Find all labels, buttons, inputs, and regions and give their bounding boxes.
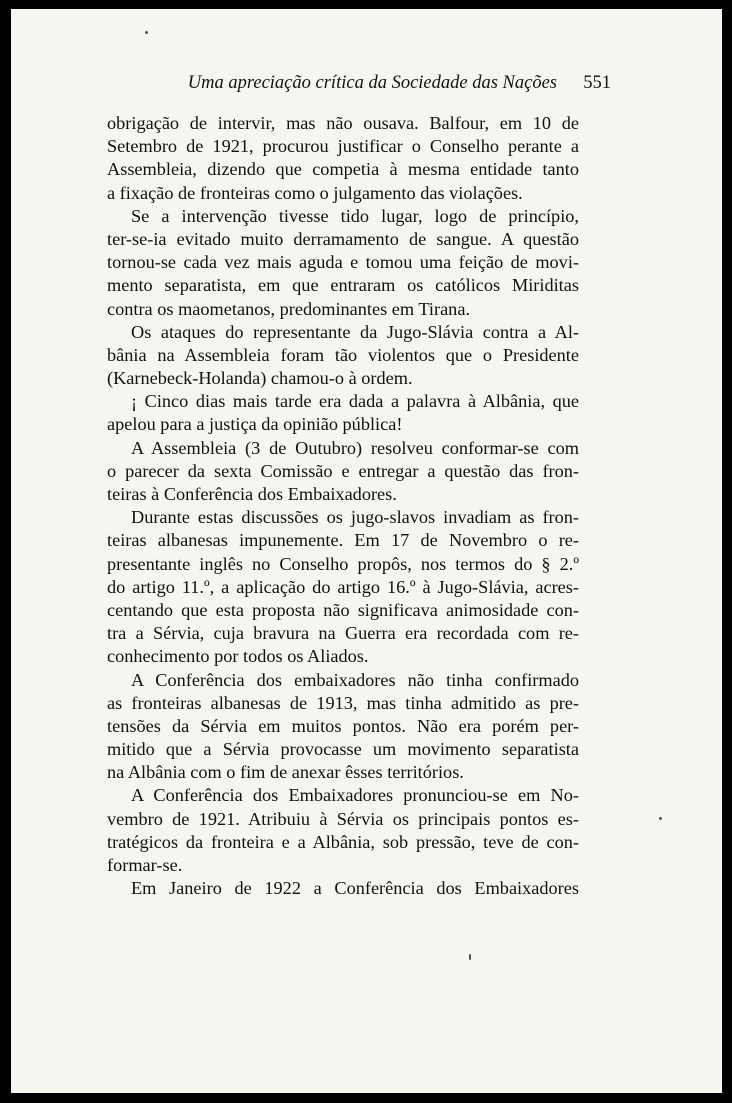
text-line: teiras albanesas impunemente. Em 17 de Novembro o re-: [107, 530, 579, 551]
text-line: vembro de 1921. Atribuiu à Sérvia os principais pontos es-: [107, 808, 579, 829]
text-line: tornou-se cada vez mais aguda e tomou uma feição de movi-: [107, 252, 579, 273]
text-line: tensões da Sérvia em muitos pontos. Não era porém per-: [107, 715, 579, 736]
paragraph-start-line: A Conferência dos Embaixadores pronunciou-se em No-: [131, 785, 579, 806]
text-line: bânia na Assembleia foram tão violentos que o Presidente: [107, 344, 579, 365]
text-line: o parecer da sexta Comissão e entregar a questão das fron-: [107, 460, 579, 481]
text-line: tratégicos da fronteira e a Albânia, sob pressão, teve de con-: [107, 831, 579, 852]
paper-speck: [469, 954, 471, 960]
text-line: ter-se-ia evitado muito derramamento de sangue. A questão: [107, 228, 579, 249]
text-line: Assembleia, dizendo que competia à mesma entidade tanto: [107, 159, 579, 180]
paragraph-start-line: ¡ Cinco dias mais tarde era dada a palavra à Albânia, que: [131, 391, 579, 412]
text-line: a fixação de fronteiras como o julgamento das violações.: [107, 182, 523, 203]
text-line: as fronteiras albanesas de 1913, mas tinha admitido as pre-: [107, 692, 579, 713]
paragraph-start-line: Os ataques do representante da Jugo-Slávia contra a Al-: [131, 321, 579, 342]
text-line: teiras à Conferência dos Embaixadores.: [107, 484, 397, 504]
text-line: na Albânia com o fim de anexar êsses territórios.: [107, 762, 464, 783]
running-title: Uma apreciação crítica da Sociedade das Nações: [187, 73, 557, 93]
text-line: mento separatista, em que entraram os católicos Miriditas: [107, 275, 579, 296]
text-line: (Karnebeck-Holanda) chamou-o à ordem.: [107, 368, 413, 389]
text-line: tra a Sérvia, cuja bravura na Guerra era recordada com re-: [107, 623, 579, 644]
paper-speck: [659, 817, 662, 820]
text-line: do artigo 11.º, a aplicação do artigo 16.º à Jugo-Slávia, acres-: [107, 576, 579, 597]
text-line: conhecimento por todos os Aliados.: [107, 646, 369, 667]
paragraph-start-line: Em Janeiro de 1922 a Conferência dos Embaixadores: [131, 878, 579, 899]
paragraph-start-line: Se a intervenção tivesse tido lugar, logo de princípio,: [131, 205, 579, 226]
body-text: [107, 112, 579, 900]
text-line: apelou para a justiça da opinião pública!: [107, 414, 403, 435]
text-line: centando que esta proposta não significava animosidade con-: [107, 599, 579, 620]
text-line: formar-se.: [107, 855, 183, 875]
text-line: mitido que a Sérvia provocasse um movimento separatista: [107, 739, 579, 760]
text-line: obrigação de intervir, mas não ousava. Balfour, em 10 de: [107, 113, 579, 133]
paragraph-start-line: A Conferência dos embaixadores não tinha confirmado: [131, 669, 579, 690]
text-line: contra os maometanos, predominantes em Tirana.: [107, 298, 471, 319]
running-head: [11, 73, 611, 99]
paragraph-start-line: A Assembleia (3 de Outubro) resolveu conformar-se com: [131, 437, 579, 458]
page-number: 551: [583, 73, 611, 93]
page: [11, 9, 722, 1093]
paragraph-start-line: Durante estas discussões os jugo-slavos invadiam as fron-: [131, 507, 579, 528]
paper-speck: [145, 31, 148, 34]
text-line: Setembro de 1921, procurou justificar o Conselho perante a: [107, 136, 579, 157]
text-line: presentante inglês no Conselho propôs, nos termos do § 2.º: [107, 553, 579, 574]
